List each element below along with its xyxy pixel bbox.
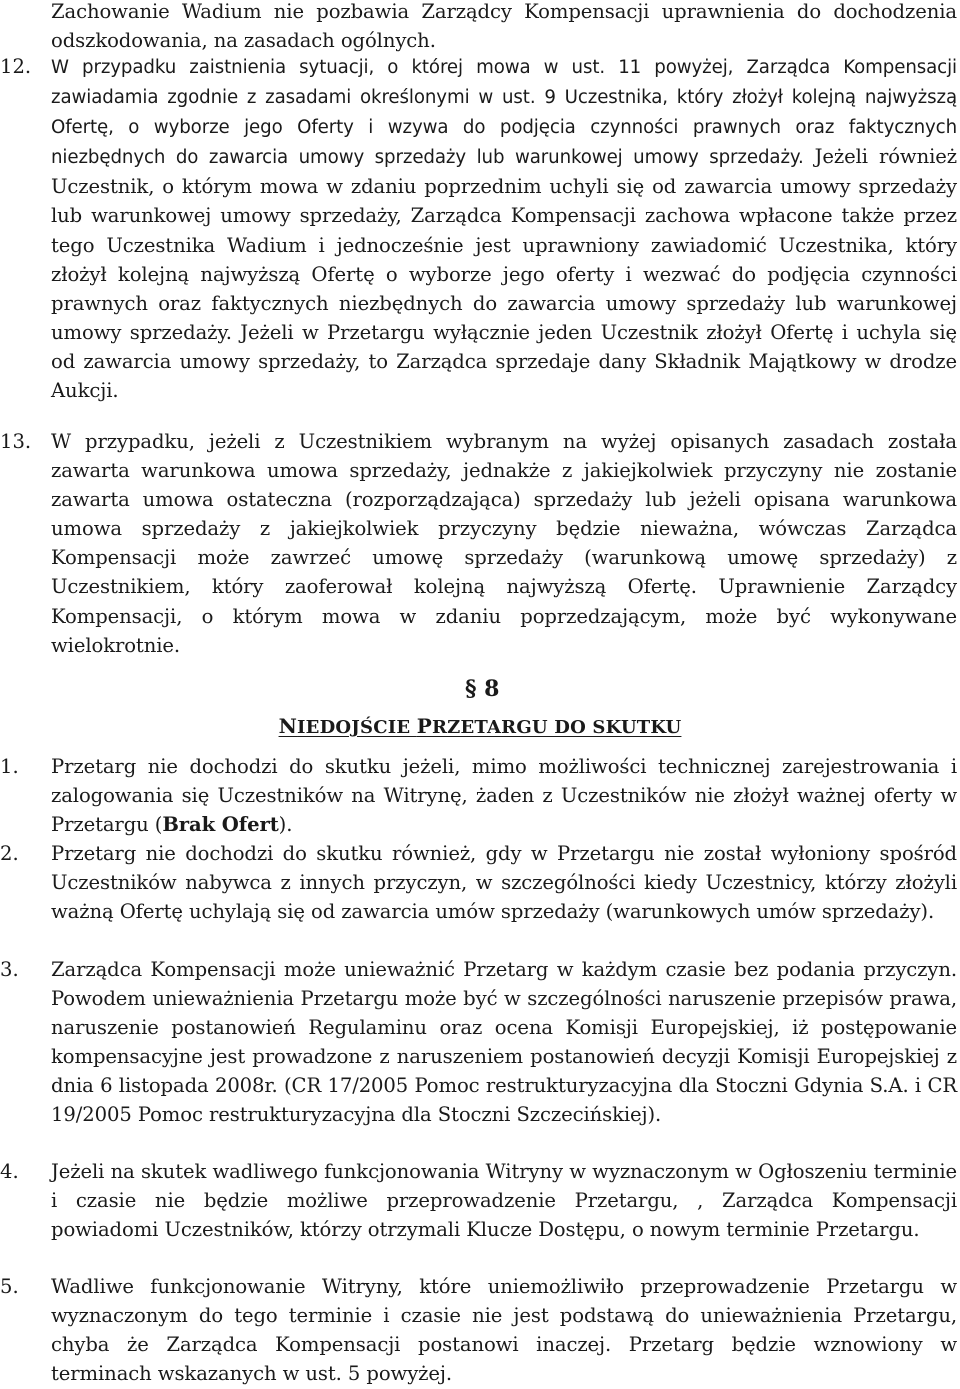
item-12-paragraph [51,52,957,405]
continuation-paragraph: Zachowanie Wadium nie pozbawia Zarządcy Kompensacji uprawnienia do dochodzenia odszkodowania, na zasadach ogólnych. [51,0,957,53]
section-symbol: § 8 [465,676,500,702]
item-4-paragraph: Jeżeli na skutek wadliwego funkcjonowania Witryny w wyznaczonym w Ogłoszeniu terminie i czasie nie będzie możliwe przeprowadzenie Przetargu, , Zarządca Kompensacji powiadomi Uczestników, którzy otrzymali Klucze Dostępu, o nowym terminie Przetargu. [51,1160,957,1242]
section-title [0,712,960,742]
item-12-text-sans: W przypadku zaistnienia sytuacji, o której mowa w ust. 11 powyżej, Zarządca Kompensacji zawiadamia zgodnie z zasadami określonymi w ust. 9 Uczestnika, który złożył kolejną najwyższą Ofertę, o wyborze jego Oferty i wzywa do podjęcia czynności prawnych oraz faktycznych niezbędnych do zawarcia umowy sprzedaży lub warunkowej umowy sprzedaży. [51,57,957,169]
item-number-12: 12. [0,55,32,78]
item-number-4: 4. [0,1160,19,1183]
item-13-paragraph: W przypadku, jeżeli z Uczestnikiem wybranym na wyżej opisanych zasadach została zawarta warunkowa umowa sprzedaży, jednakże z jakiejkolwiek przyczyny nie zostanie zawarta umowa ostateczna (rozporządzająca) sprzedaży lub jeżeli opisana warunkowa umowa sprzedaży z jakiejkolwiek przyczyny będzie nieważna, wówczas Zarządca Kompensacji może zawrzeć umowę sprzedaży (warunkową umowę sprzedaży) z Uczestnikiem, który zaoferował kolejną najwyższą Ofertę. Uprawnienie Zarządcy Kompensacji, o którym mowa w zdaniu poprzedzającym, może być wykonywane wielokrotnie. [51,430,957,657]
item-number-2: 2. [0,842,19,865]
item-number-1: 1. [0,755,19,778]
item-1-paragraph: Przetarg nie dochodzi do skutku jeżeli, mimo możliwości technicznej zarejestrowania i zalogowania się Uczestników na Witrynę, żaden z Uczestników nie złożył ważnej oferty w Przetargu (Brak Ofert). [51,755,957,837]
item-number-3: 3. [0,958,19,981]
item-number-5: 5. [0,1275,19,1298]
item-number-13: 13. [0,430,32,453]
item-5-paragraph: Wadliwe funkcjonowanie Witryny, które uniemożliwiło przeprowadzenie Przetargu w wyznaczonym do tego terminie i czasie nie jest podstawą do unieważnienia Przetargu, chyba że Zarządca Kompensacji postanowi inaczej. Przetarg będzie wznowiony w terminach wskazanych w ust. 5 powyżej. [51,1275,957,1386]
item-12-text-serif: Jeżeli również Uczestnik, o którym mowa w zdaniu poprzednim uchyli się od zawarcia umowy sprzedaży lub warunkowej umowy sprzedaży, Zarządca Kompensacji zachowa wpłacone także przez tego Uczestnika Wadium i jednocześnie jest uprawniony zawiadomić Uczestnika, który złożył kolejną najwyższą Ofertę o wyborze jego oferty i wezwać do podjęcia czynności prawnych oraz faktycznych niezbędnych do zawarcia umowy sprzedaży lub warunkowej umowy sprzedaży. Jeżeli w Przetargu wyłącznie jeden Uczestnik złożył Ofertę i uchyla się od zawarcia umowy sprzedaży, to Zarządca sprzedaje dany Składnik Majątkowy w drodze Aukcji. [51,145,957,403]
item-1-bold-term: Brak Ofert [162,813,279,837]
section-title-text: NIEDOJŚCIE PRZETARGU DO SKUTKU [278,714,682,738]
item-2-paragraph: Przetarg nie dochodzi do skutku również, gdy w Przetargu nie został wyłoniony spośród Uczestników nabywca z innych przyczyn, w szczególności kiedy Uczestnicy, którzy złożyli ważną Ofertę uchylają się od zawarcia umów sprzedaży (warunkowych umów sprzedaży). [51,842,957,924]
item-3-paragraph: Zarządca Kompensacji może unieważnić Przetarg w każdym czasie bez podania przyczyn. Powodem unieważnienia Przetargu może być w szczególności naruszenie przepisów prawa, naruszenie postanowień Regulaminu oraz ocena Komisji Europejskiej, iż postępowanie kompensacyjne jest prowadzone z naruszeniem postanowień decyzji Komisji Europejskiej z dnia 6 listopada 2008r. (CR 17/2005 Pomoc restrukturyzacyjna dla Stoczni Gdynia S.A. i CR 19/2005 Pomoc restrukturyzacyjna dla Stoczni Szczecińskiej). [51,958,957,1127]
